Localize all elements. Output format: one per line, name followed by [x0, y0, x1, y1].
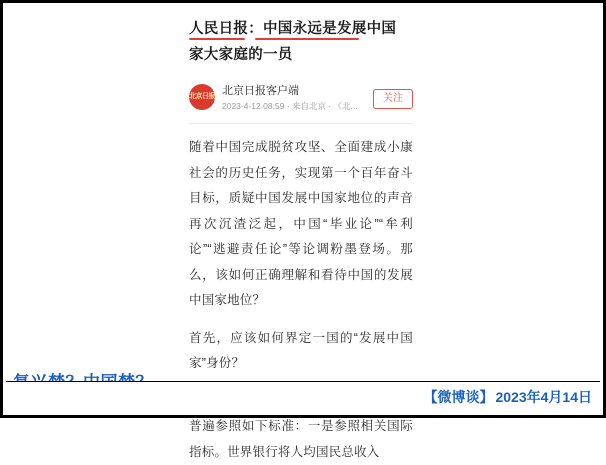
- headline-underline-1: [255, 38, 359, 40]
- headline-line-2: 家大家庭的一员: [189, 42, 413, 68]
- source-name[interactable]: 北京日报客户端: [222, 84, 373, 98]
- headline-underline-2: [189, 38, 245, 40]
- footer-credit: [423, 387, 592, 407]
- avatar: 北京日报: [189, 84, 215, 110]
- source-meta: 2023-4-12 08:59 · 来自北京 · 《北...: [222, 100, 373, 113]
- right-blank-area: [415, 6, 600, 381]
- page-title: [189, 16, 413, 68]
- divider: [189, 123, 413, 124]
- footer-bar: [6, 381, 600, 412]
- article-panel: [181, 6, 421, 364]
- source-row[interactable]: [189, 84, 413, 113]
- headline-line-1: 人民日报：中国永远是发展中国: [189, 16, 413, 42]
- source-info: [222, 84, 373, 113]
- follow-button[interactable]: 关注: [373, 89, 413, 109]
- footer-date: 2023年4月14日: [495, 389, 592, 405]
- article-paragraph: 首先，应该如何界定一国的“发展中国家”身份？: [189, 326, 413, 377]
- left-blank-area: [6, 6, 181, 381]
- article-body: [189, 135, 413, 465]
- article-paragraph: 普遍参照如下标准：一是参照相关国际指标。世界银行将人均国民总收入: [189, 389, 413, 465]
- article-paragraph: 随着中国完成脱贫攻坚、全面建成小康社会的历史任务，实现第一个百年奋斗目标，质疑中国发展中国家地位的声音再次沉渣泛起，中国“毕业论”“牟利论”“逃避责任论”等论调粉墨登场。那么，该如何正确理解和看待中国的发展中国家地位？: [189, 135, 413, 314]
- footer-tag: 【微博谈】: [423, 389, 493, 405]
